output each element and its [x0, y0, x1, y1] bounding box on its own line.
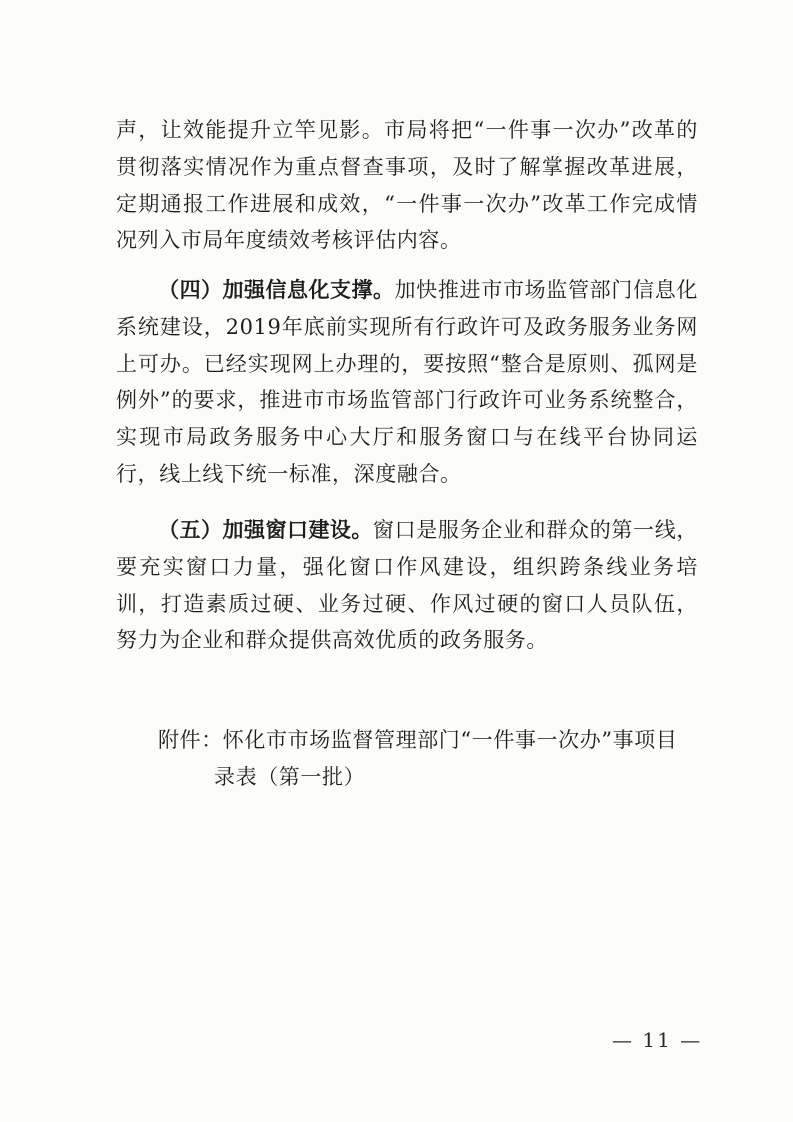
section-5-paragraph	[116, 512, 698, 659]
attachment-note	[158, 722, 698, 796]
paragraph-1-text: 声，让效能提升立竿见影。市局将把“一件事一次办”改革的贯彻落实情况作为重点督查事项，及时了解掌握改革进展，定期通报工作进展和成效，“一件事一次办”改革工作完成情况列入市局年度绩效考核评估内容。	[116, 118, 698, 253]
section-4-paragraph	[116, 272, 698, 493]
section-5-heading: （五）加强窗口建设。	[158, 518, 373, 542]
section-5-text: 窗口是服务企业和群众的第一线，要充实窗口力量，强化窗口作风建设，组织跨条线业务培训，打造素质过硬、业务过硬、作风过硬的窗口人员队伍，努力为企业和群众提供高效优质的政务服务。	[116, 518, 699, 653]
page-number: — 11 —	[612, 1028, 703, 1052]
paragraph-continuation	[116, 112, 698, 259]
attachment-line-2: 录表（第一批）	[214, 765, 366, 789]
section-4-text: 加快推进市市场监管部门信息化系统建设，2019年底前实现所有行政许可及政务服务业务网上可办。已经实现网上办理的，要按照“整合是原则、孤网是例外”的要求，推进市市场监管部门行政许可业务系统整合，实现市局政务服务中心大厅和服务窗口与在线平台协同运行，线上线下统一标准，深度融合。	[116, 278, 698, 486]
attachment-line-1: 附件：怀化市市场监督管理部门“一件事一次办”事项目	[158, 728, 678, 752]
section-4-heading: （四）加强信息化支撑。	[158, 278, 395, 302]
